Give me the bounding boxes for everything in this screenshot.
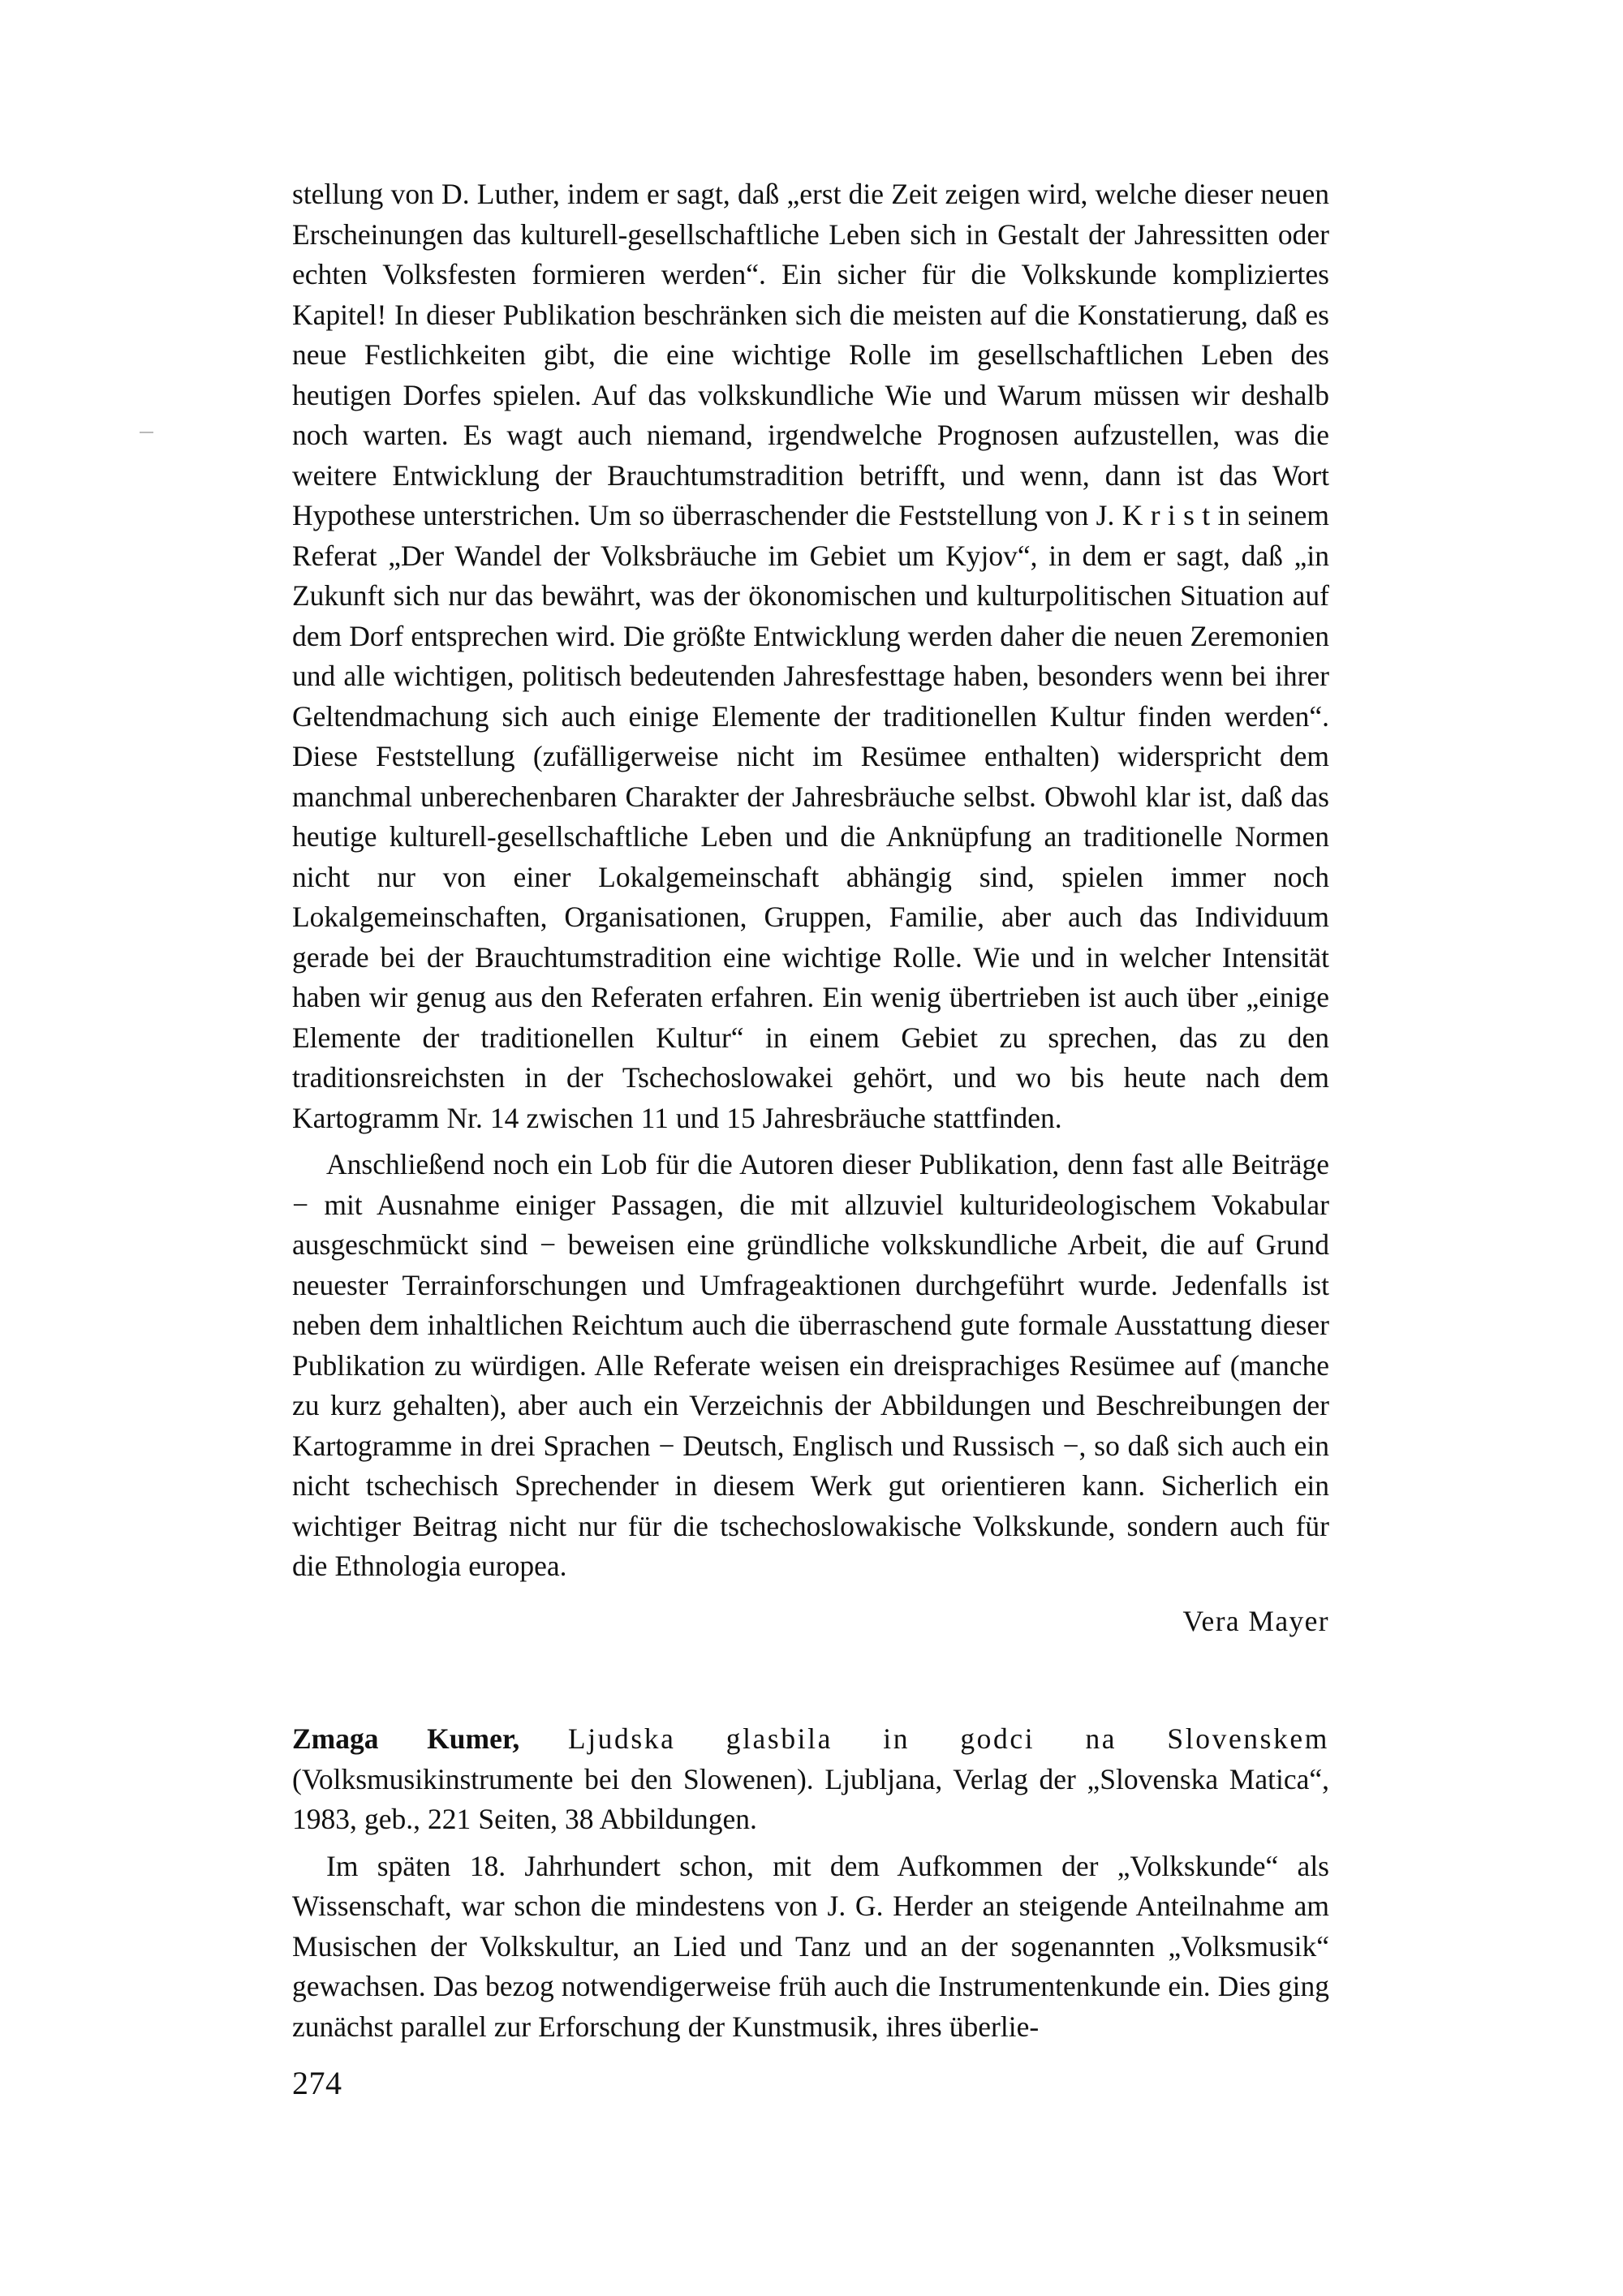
- review-heading: [292, 1719, 1329, 1840]
- review-signature: Vera Mayer: [1182, 1604, 1329, 1637]
- margin-tick-mark: [140, 432, 153, 433]
- review-author: Zmaga Kumer,: [292, 1722, 520, 1755]
- page-number: 274: [292, 2065, 342, 2101]
- review-imprint: (Volksmusikinstrumente bei den Slowenen). Ljubljana, Verlag der „Slovenska Matica“, 1983, geb., 221 Seiten, 38 Abbildungen.: [292, 1762, 1329, 1835]
- review-block: [292, 1719, 1329, 2047]
- paragraph-spacer: [292, 1138, 1329, 1145]
- paragraph-spacer: [292, 1840, 1329, 1847]
- review-paragraph-1: Im späten 18. Jahrhundert schon, mit dem Aufkommen der „Volkskunde“ als Wissenschaft, war schon die mindestens von J. G. Herder an steigende Anteilnahme am Musischen der Volkskultur, an Lied und Tanz und an der sogenannten „Volksmusik“ gewachsen. Das bezog notwendigerweise früh auch die Instrumentenkunde ein. Dies ging zunächst parallel zur Erforschung der Kunstmusik, ihres überlie-: [292, 1849, 1329, 2043]
- review-title: Ljudska glasbila in godci na Slovenskem: [567, 1722, 1329, 1755]
- body-paragraph-2: Anschließend noch ein Lob für die Autoren dieser Publikation, denn fast alle Beiträge − mit Ausnahme einiger Passagen, die mit allzuviel kulturideologischem Vokabular ausgeschmückt sind − beweisen eine gründliche volkskundliche Arbeit, die auf Grund neuester Terrainforschungen und Umfrageaktionen durchgeführt wurde. Jedenfalls ist neben dem inhaltlichen Reichtum auch die überraschend gute formale Ausstattung dieser Publikation zu würdigen. Alle Referate weisen ein dreisprachiges Resümee auf (manche zu kurz gehalten), aber auch ein Verzeichnis der Abbildungen und Beschreibungen der Kartogramme in drei Sprachen − Deutsch, Englisch und Russisch −, so daß sich auch ein nicht tschechisch Sprechender in diesem Werk gut orientieren kann. Sicherlich ein wichtiger Beitrag nicht nur für die tschechoslowakische Volkskunde, sondern auch für die Ethnologia europea.: [292, 1148, 1329, 1582]
- body-paragraph-1: stellung von D. Luther, indem er sagt, daß „erst die Zeit zeigen wird, welche dieser neuen Erscheinungen das kulturell-gesellschaftliche Leben sich in Gestalt der Jahressitten oder echten Volksfesten formieren werden“. Ein sicher für die Volkskunde kompliziertes Kapitel! In dieser Publikation beschränken sich die meisten auf die Konstatierung, daß es neue Festlichkeiten gibt, die eine wichtige Rolle im gesellschaftlichen Leben des heutigen Dorfes spielen. Auf das volkskundliche Wie und Warum müssen wir deshalb noch warten. Es wagt auch niemand, irgendwelche Prognosen aufzustellen, was die weitere Entwicklung der Brauchtumstradition betrifft, und wenn, dann ist das Wort Hypothese unterstrichen. Um so überraschender die Feststellung von J. K r i s t in seinem Referat „Der Wandel der Volksbräuche im Gebiet um Kyjov“, in dem er sagt, daß „in Zukunft sich nur das bewährt, was der ökonomischen und kulturpolitischen Situation auf dem Dorf entsprechen wird. Die größte Entwicklung werden daher die neuen Zeremonien und alle wichtigen, politisch bedeutenden Jahresfesttage haben, besonders wenn bei ihrer Geltendmachung sich auch einige Elemente der traditionellen Kultur finden werden“. Diese Feststellung (zufälligerweise nicht im Resümee enthalten) widerspricht dem manchmal unberechenbaren Charakter der Jahresbräuche selbst. Obwohl klar ist, daß das heutige kulturell-gesellschaftliche Leben und die Anknüpfung an traditionelle Normen nicht nur von einer Lokalgemeinschaft abhängig sind, spielen immer noch Lokalgemeinschaften, Organisationen, Gruppen, Familie, aber auch das Individuum gerade bei der Brauchtumstradition eine wichtige Rolle. Wie und in welcher Intensität haben wir genug aus den Referaten erfahren. Ein wenig übertrieben ist auch über „einige Elemente der traditionellen Kultur“ in einem Gebiet zu sprechen, das zu den traditionsreichsten in der Tschechoslowakei gehört, und wo bis heute nach dem Kartogramm Nr. 14 zwischen 11 und 15 Jahresbräuche stattfinden.: [292, 178, 1329, 1134]
- page-content: [292, 174, 1329, 2047]
